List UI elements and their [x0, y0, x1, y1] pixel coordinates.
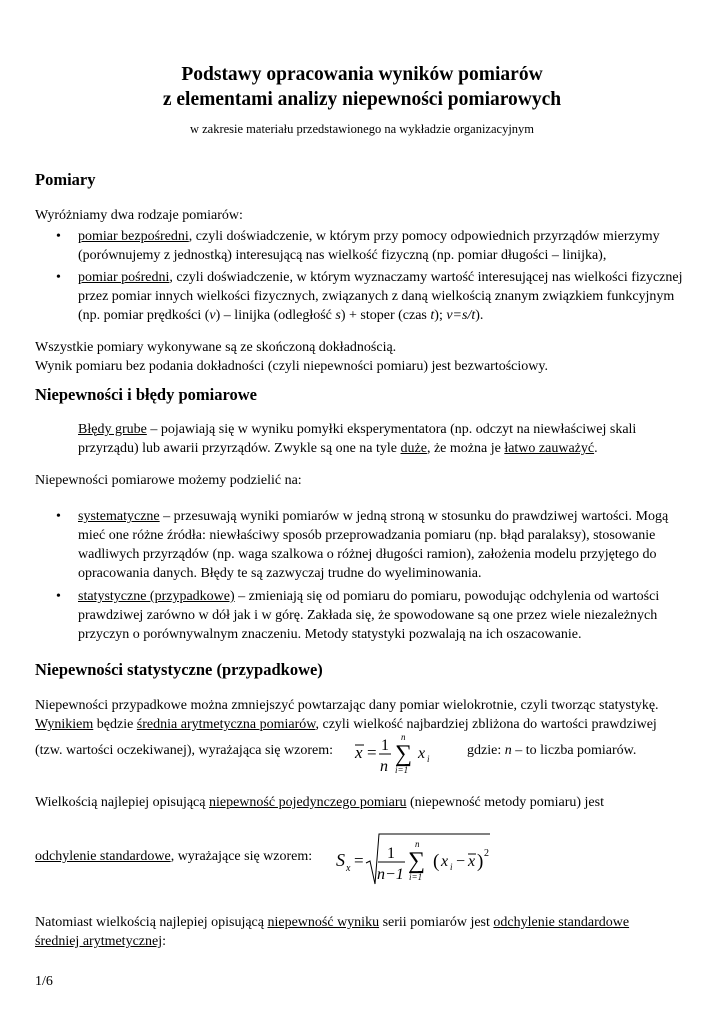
- text: ) – linijka (odległość: [215, 308, 336, 323]
- term-direct: pomiar bezpośredni: [78, 229, 189, 244]
- equals-sign: =: [354, 851, 364, 870]
- sum-upper: n: [415, 839, 420, 849]
- sum-upper: n: [401, 732, 406, 742]
- term-arithmetic-mean: średnia arytmetyczna pomiarów: [136, 717, 316, 732]
- term-gross-errors: Błędy grube: [78, 422, 147, 437]
- mean-x: x: [355, 743, 363, 762]
- mean-x: x: [468, 853, 476, 870]
- square-exponent: 2: [484, 848, 489, 859]
- term-easy-to-notice: łatwo zauważyć: [504, 441, 595, 456]
- text: ) + stoper (czas: [340, 308, 431, 323]
- term-statistical: statystyczne (przypadkowe): [78, 589, 235, 604]
- text: serii pomiarów jest: [379, 915, 494, 930]
- right-paren: ): [477, 851, 484, 872]
- text: – pojawiają się w wyniku pomyłki eksperymentatora (np. odczyt na niewłaściwej skali przyrządu) lub awarii przyrządów. Zwykle są one na tyle: [78, 422, 637, 456]
- text: (niepewność metody pomiaru) jest: [406, 795, 604, 810]
- subtitle: w zakresie materiału przedstawionego na wykładzie organizacyjnym: [189, 122, 535, 136]
- mean-formula-intro: (tzw. wartości oczekiwanej), wyrażająca się wzorem:: [35, 743, 333, 758]
- sigma-symbol: ∑: [395, 741, 413, 767]
- section-pomiary-body: [35, 206, 695, 376]
- intro-text: Wyróżniamy dwa rodzaje pomiarów:: [35, 208, 243, 223]
- sum-lower: i=1: [395, 765, 409, 775]
- text: – to liczba pomiarów.: [511, 743, 637, 758]
- title-line-1: Podstawy opracowania wyników pomiarów: [181, 64, 543, 85]
- term-single-measurement-uncertainty: niepewność pojedynczego pomiaru: [208, 795, 407, 810]
- text: – przesuwają wyniki pomiarów w jedną stroną w stosunku do prawdziwej wartości. Mogą mieć one różne źródła: niewłaściwy sposób przeprowadzania pomiaru (np. błąd paralaksy), stosowanie wadliwych przyrządów (np. waga szalkowa o różnej długości ramion), założenia modelu przyjętego do opracowania danych. Błędy te są zazwyczaj trudne do wyeliminowania.: [78, 509, 669, 581]
- mean-formula: [350, 728, 440, 778]
- std-dev-formula: [332, 828, 497, 888]
- var-s: s: [335, 308, 341, 323]
- var-v: v: [209, 308, 216, 323]
- title-line-2: z elementami analizy niepewności pomiarowych: [162, 89, 562, 110]
- var-n: n: [504, 743, 512, 758]
- text: , wyrażające się wzorem:: [170, 849, 313, 864]
- term-standard-deviation: odchylenie standardowe: [35, 849, 171, 864]
- section-uncertainty-types: [35, 471, 695, 644]
- heading-pomiary: Pomiary: [35, 170, 96, 189]
- mean-formula-note: [467, 741, 636, 760]
- text: gdzie:: [467, 743, 505, 758]
- term-indirect: pomiar pośredni: [78, 270, 170, 285]
- uncertainty-types-list: [35, 507, 695, 644]
- text: .: [594, 441, 598, 456]
- std-dev-intro: [35, 793, 604, 812]
- term-arithmetic-mean: średniej arytmetycznej: [35, 934, 163, 949]
- list-item: [35, 268, 695, 325]
- intro-text: Niepewności pomiarowe możemy podzielić na:: [35, 473, 302, 488]
- term-result-uncertainty: niepewność wyniku: [267, 915, 380, 930]
- list-item: [35, 587, 695, 644]
- term-mean-std-dev: odchylenie standardowe: [493, 915, 630, 930]
- std-dev-label: [35, 847, 312, 866]
- gross-errors-paragraph: [78, 420, 695, 458]
- s-subscript: x: [346, 863, 351, 874]
- fraction-numerator: 1: [387, 845, 395, 862]
- fraction-denominator: n: [380, 758, 388, 775]
- term-systematic: systematyczne: [78, 509, 160, 524]
- term-result: Wynikiem: [35, 717, 94, 732]
- text: , czyli wielkość najbardziej zbliżona do wartości prawdziwej: [315, 717, 657, 732]
- term-large: duże: [400, 441, 427, 456]
- minus-sign: −: [456, 853, 466, 870]
- x-i: x: [441, 853, 449, 870]
- text: Niepewności przypadkowe można zmniejszyć powtarzając dany pomiar wielokrotnie, czyli tworząc statystykę.: [35, 698, 659, 713]
- heading-niepewnosci-bledy: Niepewności i błędy pomiarowe: [35, 385, 257, 404]
- summand-index: i: [427, 754, 430, 764]
- summand-x: x: [418, 745, 426, 762]
- text: , że można je: [426, 441, 505, 456]
- list-item: [35, 227, 695, 265]
- text: :: [162, 934, 166, 949]
- paragraph: Wynik pomiaru bez podania dokładności (czyli niepewności pomiaru) jest bezwartościowy.: [35, 359, 548, 374]
- s-symbol: S: [336, 850, 345, 870]
- text: – zmieniają się od pomiaru do pomiaru, powodując odchylenia od wartości prawdziwej zarówno w dół jak i w górę. Zakłada się, że spowodowane są one przez wiele niezależnych przyczyn o porównywalnym znaczeniu. Metody statystyki pozwalają na ich oszacowanie.: [78, 589, 660, 642]
- mean-std-dev-intro: [35, 913, 695, 951]
- sum-lower: i=1: [409, 872, 423, 882]
- fraction-denominator: n−1: [377, 866, 404, 883]
- paragraph: Wszystkie pomiary wykonywane są ze skończoną dokładnością.: [35, 340, 397, 355]
- measurement-types-list: [35, 227, 695, 325]
- text: Wielkością najlepiej opisującą: [35, 795, 209, 810]
- var-t: t: [430, 308, 435, 323]
- text: , czyli doświadczenie, w którym przy pomocy odpowiednich przyrządów mierzymy (porównujemy z jednostką) interesującą nas wielkość fizyczną (np. pomiar długości – linijka),: [78, 229, 660, 263]
- text: ).: [475, 308, 484, 323]
- left-paren: (: [433, 851, 440, 872]
- page-number: 1/6: [35, 974, 53, 989]
- index-i: i: [450, 862, 453, 872]
- text: );: [434, 308, 447, 323]
- sigma-symbol: ∑: [408, 848, 426, 874]
- text: będzie: [93, 717, 137, 732]
- formula-velocity: v=s/t: [446, 308, 476, 323]
- equals-sign: =: [367, 743, 377, 762]
- list-item: [35, 507, 695, 583]
- fraction-numerator: 1: [381, 737, 389, 754]
- text: Natomiast wielkością najlepiej opisującą: [35, 915, 268, 930]
- heading-niepewnosci-statystyczne: Niepewności statystyczne (przypadkowe): [35, 660, 323, 679]
- text: , czyli doświadczenie, w którym wyznaczamy wartość interesującej nas wielkości fizycznej przez pomiar innych wielkości fizycznych, związanych z daną wielkością znanym związkiem funkcyjnym (np. pomiar prędkości (: [78, 270, 683, 323]
